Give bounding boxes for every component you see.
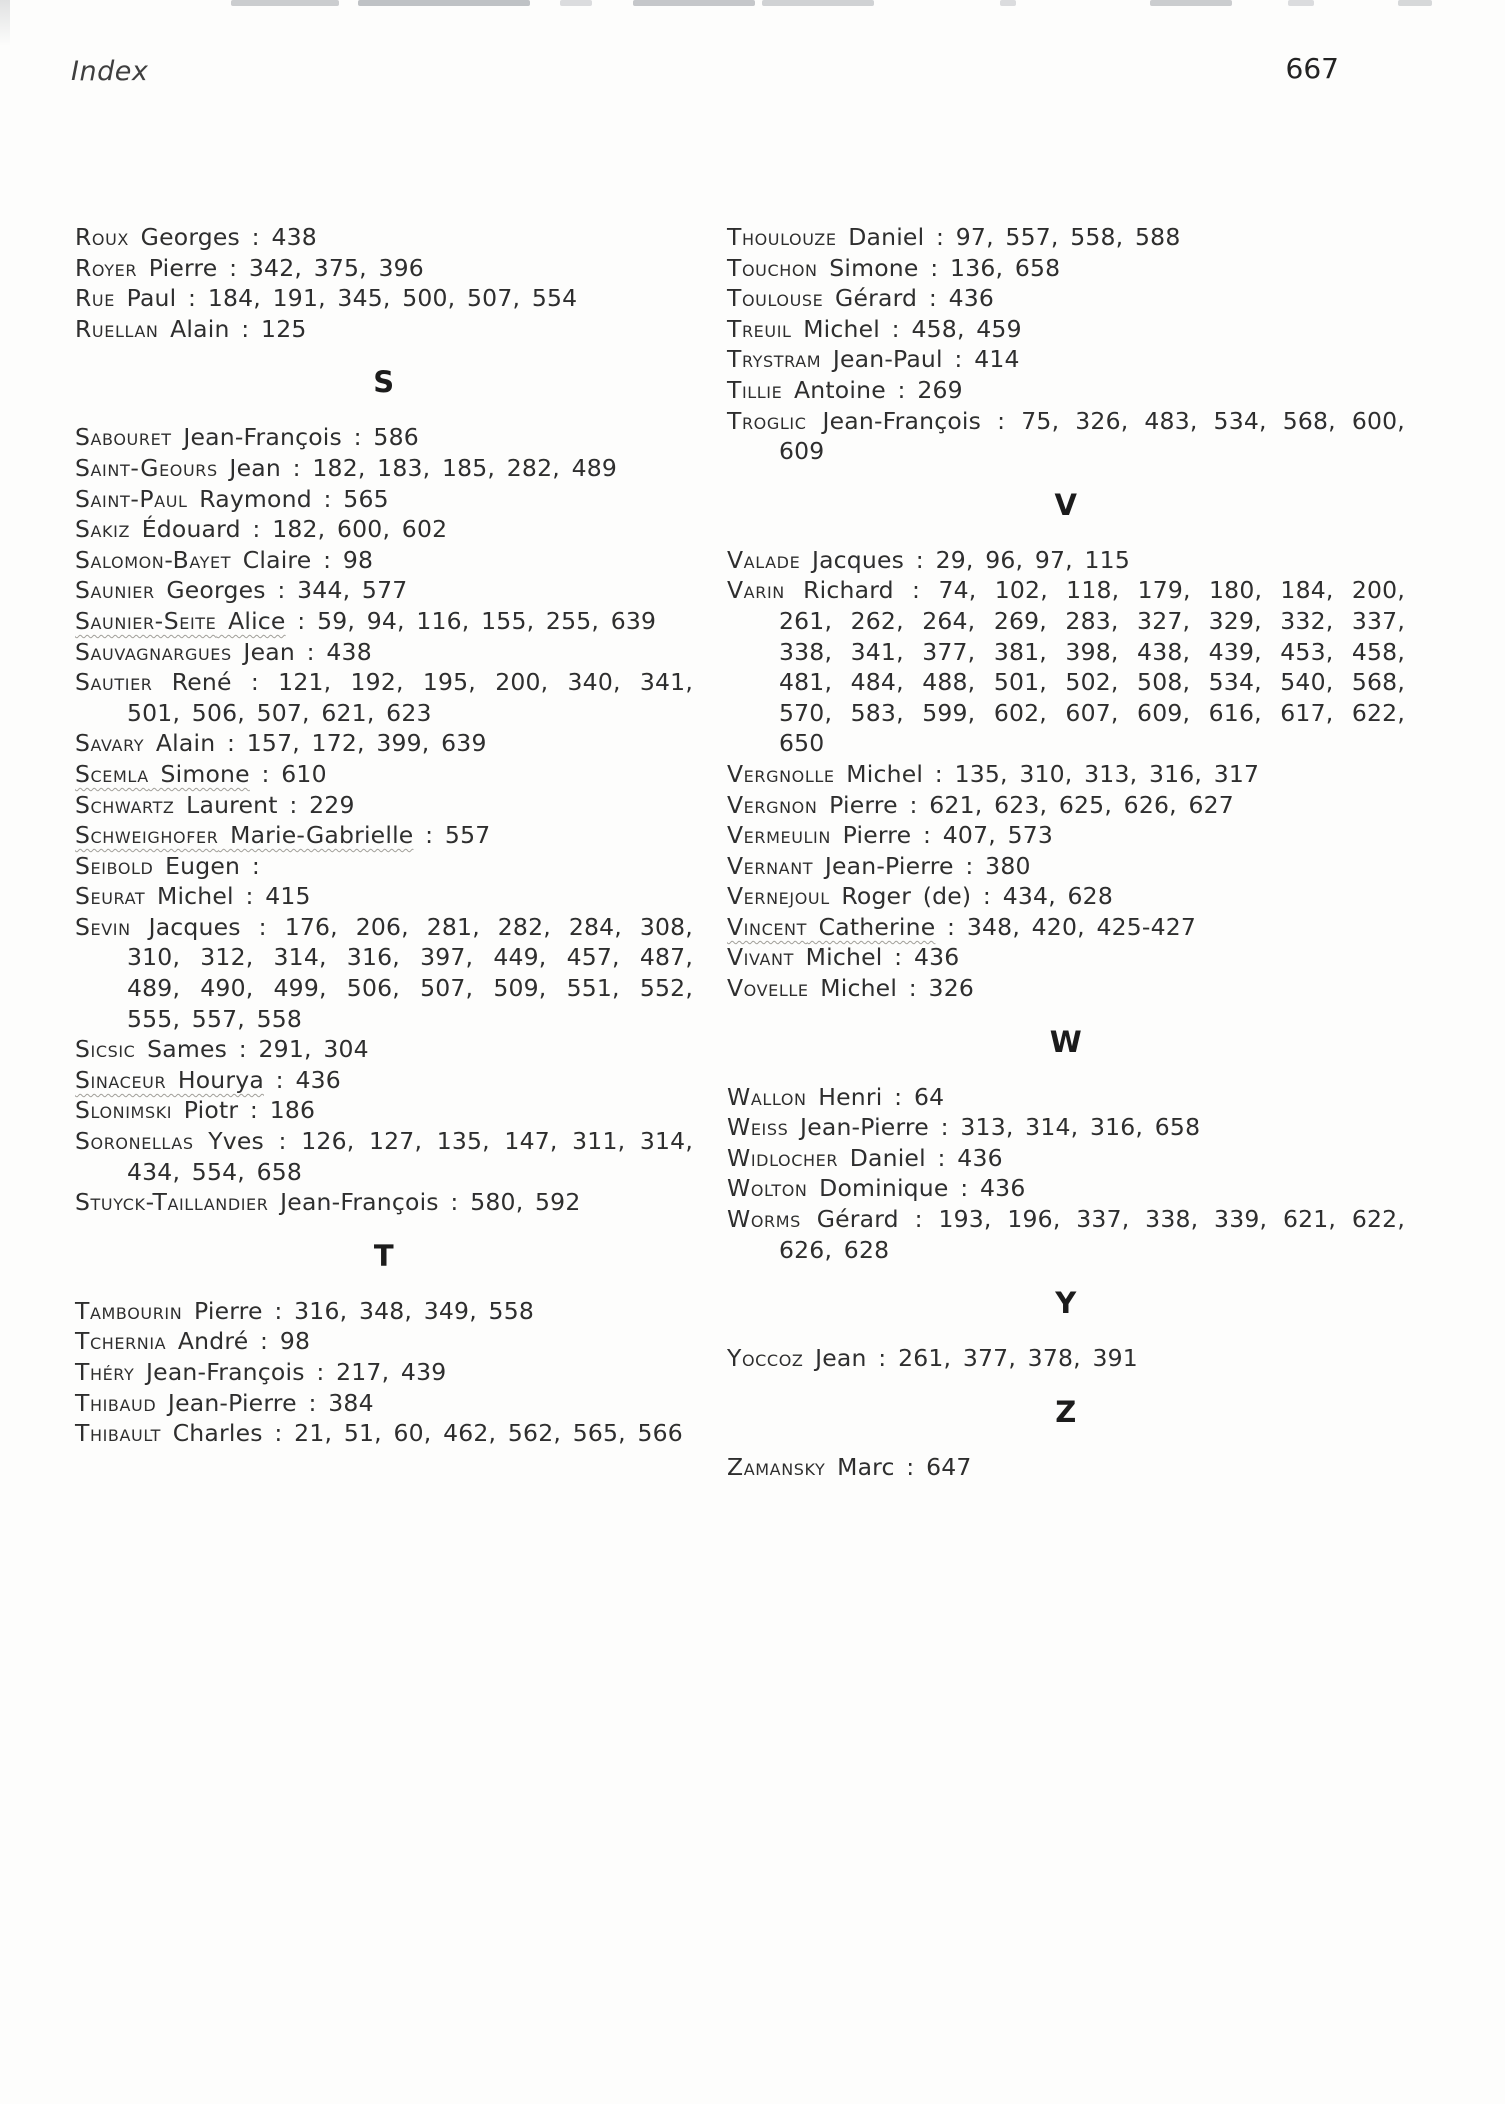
entry-surname: Slonimski (75, 1096, 173, 1125)
section-heading-z: Z (1055, 1394, 1077, 1429)
entry-pages: 21, 51, 60, 462, 562, 565, 566 (294, 1419, 683, 1448)
entry-pages: 135, 310, 313, 316, 317 (954, 759, 1260, 788)
entry-separator: : (227, 1035, 259, 1064)
entry-name: Vergnon Pierre (727, 790, 898, 819)
entry-pages: 29, 96, 97, 115 (935, 545, 1130, 574)
entry-separator: : (904, 545, 936, 574)
entry-pages: 59, 94, 116, 155, 255, 639 (317, 606, 657, 635)
entry-pages: 436 (957, 1143, 1003, 1172)
entry-name: Ruellan Alain (75, 314, 230, 343)
index-entry (727, 283, 1405, 314)
page-number: 667 (1285, 52, 1339, 85)
entry-separator: : (280, 453, 313, 482)
entry-surname: Théry (75, 1358, 135, 1386)
entry-name: Saint-Geours Jean (75, 453, 281, 482)
entry-separator: : (311, 545, 343, 574)
entry-separator: : (880, 314, 912, 343)
index-entry (75, 606, 693, 637)
entry-pages: 407, 573 (942, 821, 1054, 850)
entry-surname: Rue (75, 284, 115, 313)
entry-separator: : (893, 576, 939, 605)
entry-pages: 97, 557, 558, 588 (955, 223, 1181, 251)
entry-pages: 342, 375, 396 (248, 253, 424, 282)
entry-surname: Zamansky (727, 1452, 826, 1481)
entry-surname: Vergnon (727, 790, 818, 819)
index-entry (75, 1187, 693, 1218)
entry-name: Roux Georges (75, 223, 240, 251)
entry-name: Wallon Henri (727, 1082, 883, 1111)
entry-separator: : (885, 375, 918, 404)
entry-surname: Tillie (727, 375, 783, 404)
entry-surname: Vincent (727, 912, 807, 941)
index-entry (75, 881, 693, 912)
entry-pages: 136, 658 (950, 253, 1061, 282)
index-entry (727, 375, 1405, 406)
entry-pages: 647 (926, 1452, 972, 1481)
entry-name: Tillie Antoine (727, 375, 886, 404)
entry-surname: Vernant (727, 851, 814, 880)
entry-name: Sicsic Sames (75, 1035, 228, 1064)
entry-pages: 186 (269, 1096, 316, 1125)
entry-name: Troglic Jean-François (727, 406, 982, 435)
entry-pages: 414 (974, 345, 1020, 374)
entry-separator: : (233, 882, 266, 911)
entry-surname: Sakiz (75, 515, 131, 544)
entry-surname: Schweighofer (75, 821, 219, 850)
entry-name: Salomon-Bayet Claire (75, 545, 312, 574)
entry-separator: : (911, 821, 943, 850)
entry-separator: : (176, 284, 208, 313)
entry-separator: : (248, 1327, 280, 1356)
entry-separator: : (262, 1296, 295, 1325)
index-entry (75, 820, 693, 851)
entry-pages: 436 (295, 1065, 341, 1094)
entry-pages: 126, 127, 135, 147, 311, 314, 434, 554, 658 (127, 1127, 693, 1186)
entry-surname: Stuyck-Taillandier (75, 1188, 269, 1217)
entry-separator: : (239, 223, 272, 251)
entry-separator: : (249, 759, 282, 788)
section-heading-t: T (373, 1238, 395, 1273)
index-entry (75, 667, 693, 728)
section-heading-w: W (1049, 1024, 1083, 1059)
entry-separator: : (217, 253, 249, 282)
entry-pages: 436 (913, 943, 960, 972)
section-heading-v: V (1054, 487, 1078, 522)
entry-name: Soronellas Yves (75, 1127, 264, 1156)
entry-name: Savary Alain (75, 729, 216, 758)
entry-separator: : (285, 606, 318, 635)
entry-surname: Vivant (727, 943, 795, 972)
entry-separator: : (953, 851, 986, 880)
entry-name: Scemla Simone (75, 759, 250, 788)
entry-pages: 157, 172, 399, 639 (246, 729, 487, 758)
index-entry (727, 1112, 1405, 1143)
entry-name: Touchon Simone (727, 253, 919, 282)
entry-surname: Troglic (727, 406, 807, 435)
entry-separator: : (229, 314, 262, 343)
entry-pages: 621, 623, 625, 626, 627 (929, 790, 1234, 819)
entry-name: Seurat Michel (75, 882, 234, 911)
index-entry (727, 759, 1405, 790)
index-entry (75, 1095, 693, 1126)
entry-surname: Weiss (727, 1113, 789, 1142)
entry-name: Sinaceur Hourya (75, 1065, 264, 1094)
entry-pages: 436 (980, 1174, 1026, 1203)
index-column-right (727, 222, 1405, 1482)
index-entry (75, 759, 693, 790)
entry-surname: Royer (75, 253, 138, 282)
entry-pages: 348, 420, 425-427 (966, 912, 1197, 941)
entry-separator: : (942, 345, 975, 374)
entry-surname: Worms (727, 1205, 801, 1234)
entry-pages: 182, 183, 185, 282, 489 (312, 453, 618, 482)
entry-separator: : (948, 1174, 981, 1203)
entry-separator: : (897, 790, 930, 819)
entry-pages: 98 (279, 1327, 311, 1356)
index-entry (727, 820, 1405, 851)
entry-pages: 586 (373, 423, 419, 452)
entry-pages: 269 (917, 375, 963, 404)
index-entry (727, 881, 1405, 912)
entry-name: Rue Paul (75, 284, 177, 313)
index-entry (727, 912, 1405, 943)
entry-name: Slonimski Piotr (75, 1096, 239, 1125)
entry-name: Vernant Jean-Pierre (727, 851, 954, 880)
entry-name: Saunier Georges (75, 576, 266, 605)
entry-pages: 380 (985, 851, 1031, 880)
index-entry (75, 1326, 693, 1357)
entry-separator: : (971, 882, 1003, 911)
index-entry (727, 222, 1405, 253)
entry-separator: : (882, 1082, 914, 1111)
entry-name: Sevin Jacques (75, 912, 241, 941)
entry-separator: : (262, 1419, 295, 1448)
index-entry (75, 1296, 693, 1327)
entry-pages: 434, 628 (1002, 882, 1113, 911)
entry-name: Sabouret Jean-François (75, 423, 342, 452)
index-entry (75, 575, 693, 606)
entry-separator: : (265, 576, 298, 605)
page-header (0, 0, 1505, 96)
entry-surname: Salomon-Bayet (75, 545, 232, 574)
entry-pages: 384 (328, 1388, 374, 1417)
index-entry (727, 253, 1405, 284)
entry-surname: Vergnolle (727, 759, 835, 788)
entry-name: Théry Jean-François (75, 1358, 305, 1386)
entry-surname: Ruellan (75, 314, 159, 343)
index-entry (727, 790, 1405, 821)
entry-separator: : (882, 943, 914, 972)
entry-pages: 438 (326, 637, 372, 666)
index-entry (727, 1452, 1405, 1483)
entry-name: Royer Pierre (75, 253, 218, 282)
index-entry (75, 453, 693, 484)
entry-name: Valade Jacques (727, 545, 905, 574)
entry-separator: : (866, 1344, 899, 1373)
entry-surname: Tchernia (75, 1327, 167, 1356)
index-entry (727, 344, 1405, 375)
index-entry (75, 1388, 693, 1419)
section-heading-y: Y (1055, 1286, 1077, 1321)
entry-pages: 64 (913, 1082, 945, 1111)
entry-surname: Saint-Paul (75, 484, 188, 513)
index-entry (727, 1204, 1405, 1265)
index-entry (75, 484, 693, 515)
entry-separator: : (894, 1452, 927, 1481)
entry-pages: 316, 348, 349, 558 (294, 1296, 534, 1325)
entry-surname: Seibold (75, 851, 154, 880)
entry-name: Sautier René (75, 668, 232, 697)
entry-surname: Varin (727, 576, 785, 605)
entry-surname: Vernejoul (727, 882, 830, 911)
index-entry (75, 637, 693, 668)
entry-separator: : (215, 729, 247, 758)
entry-separator: : (294, 637, 327, 666)
entry-separator: : (341, 423, 374, 452)
entry-surname: Saint-Geours (75, 453, 218, 482)
entry-surname: Schwartz (75, 790, 175, 819)
entry-pages: 610 (281, 759, 327, 788)
entry-surname: Sevin (75, 912, 131, 941)
entry-name: Sakiz Édouard (75, 515, 241, 544)
entry-pages: 193, 196, 337, 338, 339, 621, 622, 626, 628 (779, 1205, 1405, 1264)
entry-name: Varin Richard (727, 576, 894, 605)
page-title: Index (71, 56, 149, 87)
section-heading-s: S (373, 365, 395, 400)
entry-separator: : (277, 790, 310, 819)
entry-surname: Savary (75, 729, 145, 758)
entry-surname: Scemla (75, 759, 149, 788)
entry-separator: : (935, 912, 967, 941)
index-entry (75, 912, 693, 1034)
entry-pages: 458, 459 (911, 314, 1022, 343)
entry-separator: : (240, 515, 273, 544)
entry-surname: Sicsic (75, 1035, 136, 1064)
entry-separator: : (928, 1113, 961, 1142)
entry-surname: Tambourin (75, 1296, 183, 1325)
entry-surname: Soronellas (75, 1127, 194, 1156)
entry-surname: Saunier (75, 576, 155, 605)
index-entry (75, 1418, 693, 1449)
index-entry (727, 545, 1405, 576)
entry-surname: Widlocher (727, 1143, 839, 1172)
entry-name: Vergnolle Michel (727, 759, 924, 788)
entry-name: Yoccoz Jean (727, 1344, 867, 1373)
entry-name: Thibaud Jean-Pierre (75, 1388, 297, 1417)
entry-pages: 217, 439 (336, 1358, 447, 1386)
entry-pages: 344, 577 (297, 576, 408, 605)
entry-surname: Trystram (727, 345, 822, 374)
entry-surname: Seurat (75, 882, 146, 911)
entry-surname: Toulouse (727, 284, 824, 313)
entry-pages: 415 (265, 882, 311, 911)
entry-surname: Saunier-Seite (75, 606, 217, 635)
entry-name: Weiss Jean-Pierre (727, 1113, 929, 1142)
entry-surname: Sinaceur (75, 1065, 167, 1094)
entry-surname: Treuil (727, 314, 792, 343)
entry-name: Wolton Dominique (727, 1174, 949, 1203)
entry-separator: : (918, 253, 951, 282)
entry-pages: 326 (928, 974, 975, 1003)
entry-pages: 125 (261, 314, 307, 343)
index-column-left (75, 222, 693, 1482)
entry-separator: : (898, 1205, 939, 1234)
entry-name: Widlocher Daniel (727, 1143, 926, 1172)
entry-surname: Thibaud (75, 1388, 157, 1417)
entry-separator: : (240, 912, 285, 941)
entry-name: Schweighofer Marie-Gabrielle (75, 821, 414, 850)
entry-pages: 557 (444, 821, 491, 850)
entry-pages: 182, 600, 602 (272, 515, 448, 544)
entry-pages: 229 (309, 790, 355, 819)
entry-separator: : (897, 974, 929, 1003)
entry-name: Tchernia André (75, 1327, 249, 1356)
index-entry (75, 790, 693, 821)
entry-pages: 121, 192, 195, 200, 340, 341, 501, 506, 507, 621, 623 (127, 668, 693, 727)
entry-surname: Yoccoz (727, 1344, 804, 1373)
entry-separator: : (304, 1358, 337, 1386)
index-entry (727, 1173, 1405, 1204)
index-entry (75, 1357, 693, 1388)
index-entry (75, 422, 693, 453)
entry-separator: : (238, 1096, 270, 1125)
index-entry (727, 406, 1405, 467)
entry-surname: Thoulouze (727, 223, 837, 251)
index-entry (75, 314, 693, 345)
index-entry (727, 942, 1405, 973)
entry-surname: Touchon (727, 253, 818, 282)
entry-name: Vermeulin Pierre (727, 821, 912, 850)
index-entry (727, 1343, 1405, 1374)
entry-surname: Sauvagnargues (75, 637, 232, 666)
entry-name: Thibault Charles (75, 1419, 263, 1448)
entry-separator: : (917, 284, 949, 313)
entry-pages: 580, 592 (470, 1188, 581, 1217)
entry-name: Vernejoul Roger (de) (727, 882, 972, 911)
entry-pages: 98 (342, 545, 374, 574)
entry-surname: Valade (727, 545, 801, 574)
index-entry (75, 851, 693, 882)
entry-name: Treuil Michel (727, 314, 881, 343)
entry-separator: : (240, 851, 260, 880)
entry-pages: 436 (948, 284, 995, 313)
entry-separator: : (925, 1143, 958, 1172)
index-entry (727, 1082, 1405, 1113)
entry-separator: : (311, 484, 344, 513)
entry-name: Vovelle Michel (727, 974, 898, 1003)
entry-name: Zamansky Marc (727, 1452, 895, 1481)
index-entry (75, 1126, 693, 1187)
entry-separator: : (413, 821, 445, 850)
index-entry (75, 728, 693, 759)
entry-separator: : (923, 759, 955, 788)
entry-separator: : (263, 1127, 302, 1156)
entry-pages: 74, 102, 118, 179, 180, 184, 200, 261, 262, 264, 269, 283, 327, 329, 332, 337, 338, 341, 377, 381, 398, 438, 439, 453, 458, 481, 484, 488, 501, 502, 508, 534, 540, 568, 570, 583, 599, 602, 607, 609, 616, 617, 622, 650 (779, 576, 1405, 758)
entry-name: Saunier-Seite Alice (75, 606, 286, 635)
entry-name: Worms Gérard (727, 1205, 899, 1234)
entry-name: Stuyck-Taillandier Jean-François (75, 1188, 439, 1217)
entry-separator: : (981, 406, 1022, 435)
entry-pages: 261, 377, 378, 391 (898, 1344, 1138, 1373)
index-entry (727, 314, 1405, 345)
entry-pages: 313, 314, 316, 658 (960, 1113, 1201, 1142)
entry-name: Toulouse Gérard (727, 284, 918, 313)
index-entry (75, 1065, 693, 1096)
entry-name: Tambourin Pierre (75, 1296, 263, 1325)
index-entry (75, 253, 693, 284)
entry-pages: 75, 326, 483, 534, 568, 600, 609 (779, 406, 1405, 466)
entry-pages: 565 (343, 484, 389, 513)
entry-separator: : (296, 1388, 329, 1417)
index-entry (727, 851, 1405, 882)
entry-separator: : (438, 1188, 471, 1217)
index-entry (75, 545, 693, 576)
entry-pages: 184, 191, 345, 500, 507, 554 (207, 284, 578, 313)
index-entry (727, 575, 1405, 759)
entry-surname: Sabouret (75, 423, 172, 452)
index-entry (727, 1143, 1405, 1174)
index-entry (75, 283, 693, 314)
entry-pages: 291, 304 (258, 1035, 369, 1064)
entry-name: Schwartz Laurent (75, 790, 278, 819)
entry-name: Seibold Eugen (75, 851, 241, 880)
entry-name: Thoulouze Daniel (727, 223, 925, 251)
entry-surname: Roux (75, 223, 129, 251)
entry-surname: Thibault (75, 1419, 162, 1448)
entry-surname: Wolton (727, 1174, 808, 1203)
index-entry (75, 222, 693, 253)
index-columns (0, 222, 1505, 1482)
entry-name: Vincent Catherine (727, 912, 936, 941)
entry-separator: : (263, 1065, 296, 1094)
entry-name: Vivant Michel (727, 943, 883, 972)
entry-surname: Vermeulin (727, 821, 831, 850)
entry-pages: 176, 206, 281, 282, 284, 308, 310, 312, 314, 316, 397, 449, 457, 487, 489, 490, 499, 506, 507, 509, 551, 552, 555, 557, 558 (127, 912, 693, 1033)
entry-surname: Wallon (727, 1082, 807, 1111)
entry-separator: : (924, 223, 956, 251)
entry-name: Trystram Jean-Paul (727, 345, 943, 374)
entry-surname: Sautier (75, 668, 153, 697)
index-entry (75, 1034, 693, 1065)
entry-name: Sauvagnargues Jean (75, 637, 295, 666)
entry-separator: : (231, 668, 279, 697)
index-entry (75, 514, 693, 545)
index-entry (727, 973, 1405, 1004)
entry-name: Saint-Paul Raymond (75, 484, 312, 513)
entry-surname: Vovelle (727, 974, 809, 1003)
entry-pages: 438 (271, 223, 317, 251)
